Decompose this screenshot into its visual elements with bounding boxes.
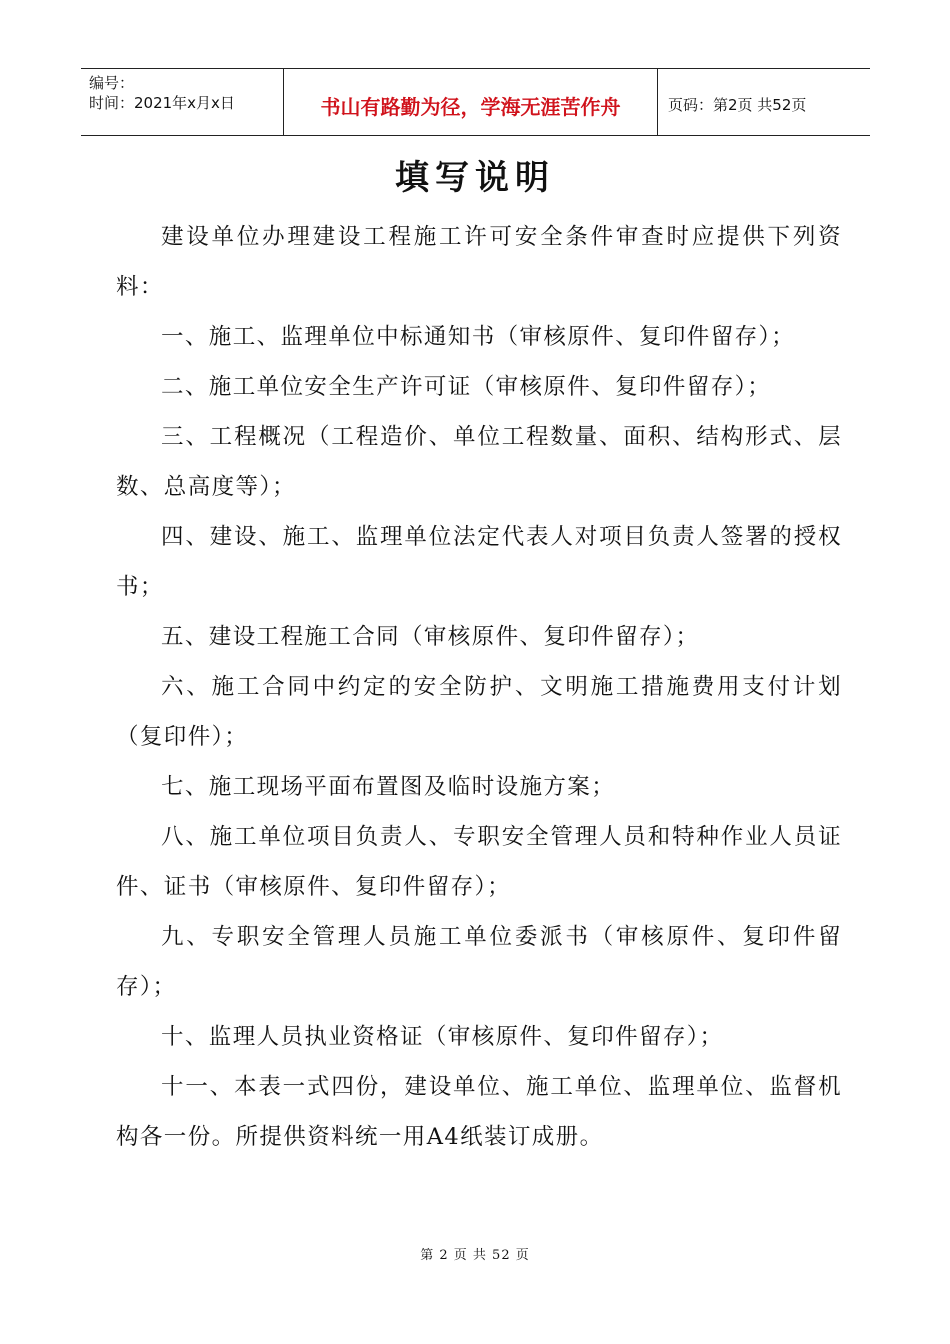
header-meta-cell — [81, 69, 284, 135]
paragraph-item: 十一、本表一式四份，建设单位、施工单位、监理单位、监督机构各一份。所提供资料统一用A4纸装订成册。 — [116, 1074, 842, 1150]
document-number-label: 编号： — [89, 74, 135, 92]
header-table — [81, 68, 870, 136]
header-page-cell — [658, 69, 870, 135]
paragraph-item: 五、建设工程施工合同（审核原件、复印件留存）； — [161, 624, 700, 650]
paragraph-item: 一、施工、监理单位中标通知书（审核原件、复印件留存）； — [161, 324, 796, 350]
instructions-body — [116, 212, 842, 1162]
paragraph-intro: 建设单位办理建设工程施工许可安全条件审查时应提供下列资料： — [116, 224, 842, 300]
paragraph-item: 六、施工合同中约定的安全防护、文明施工措施费用支付计划（复印件）； — [116, 674, 842, 750]
page-info-text: 页码：第2页 共52页 — [668, 95, 807, 114]
paragraph-item: 四、建设、施工、监理单位法定代表人对项目负责人签署的授权书； — [116, 524, 842, 600]
document-time-label: 时间：2021年x月x日 — [89, 94, 235, 112]
paragraph-item: 三、工程概况（工程造价、单位工程数量、面积、结构形式、层数、总高度等）； — [116, 424, 842, 500]
paragraph-item: 七、施工现场平面布置图及临时设施方案； — [161, 774, 616, 800]
page-title: 填写说明 — [395, 158, 555, 198]
paragraph-item: 二、施工单位安全生产许可证（审核原件、复印件留存）； — [161, 374, 772, 400]
page-footer: 第 2 页 共 52 页 — [420, 1248, 530, 1263]
paragraph-item: 十、监理人员执业资格证（审核原件、复印件留存）； — [161, 1024, 724, 1050]
paragraph-item: 八、施工单位项目负责人、专职安全管理人员和特种作业人员证件、证书（审核原件、复印件留存）； — [116, 824, 842, 900]
motto-text: 书山有路勤为径，学海无涯苦作舟 — [320, 94, 621, 119]
header-motto-cell — [284, 69, 658, 135]
paragraph-item: 九、专职安全管理人员施工单位委派书（审核原件、复印件留存）； — [116, 924, 842, 1000]
